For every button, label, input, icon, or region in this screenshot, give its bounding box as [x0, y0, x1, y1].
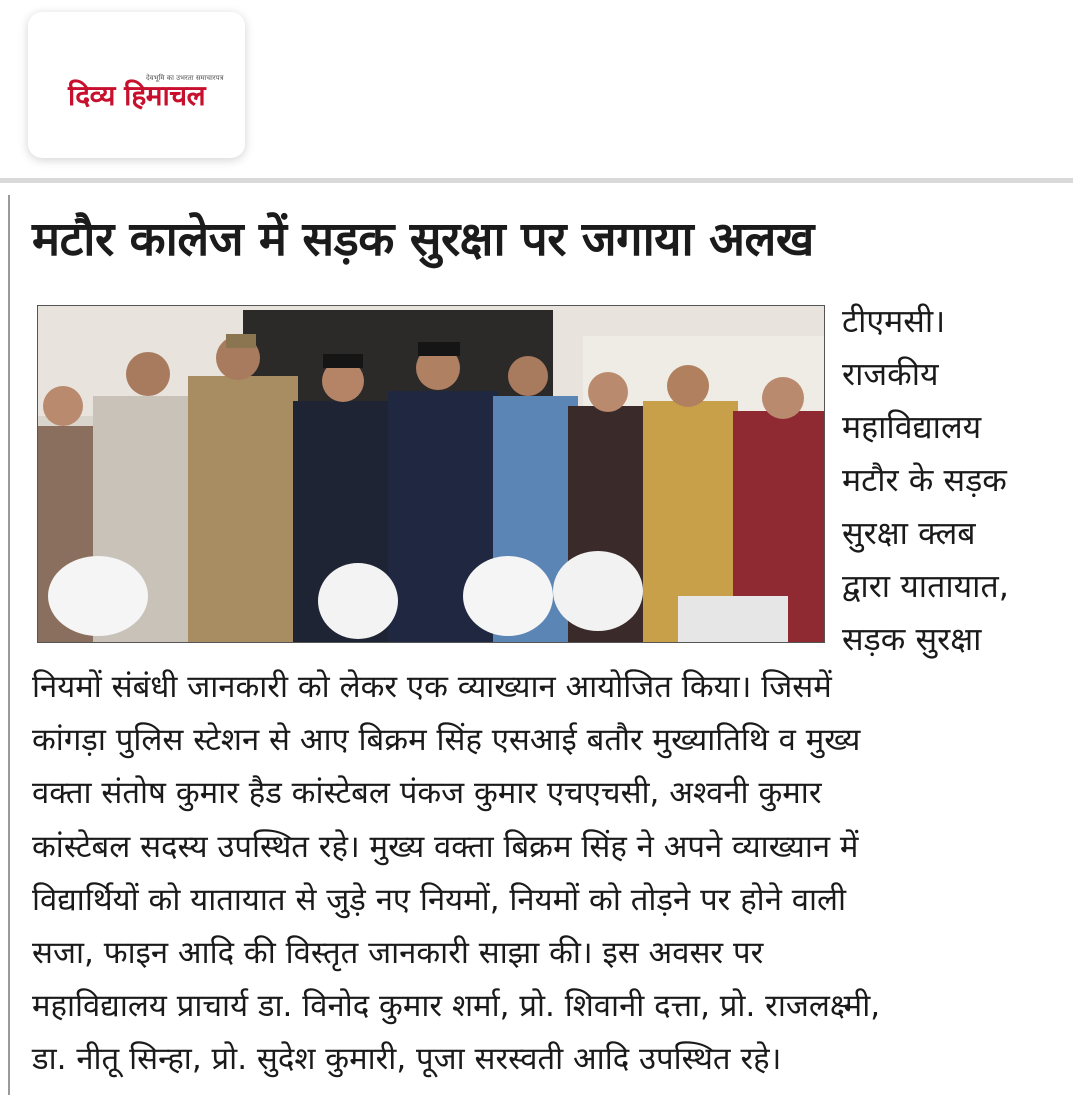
side-line: द्वारा यातायात, — [842, 567, 1009, 605]
body-line: कांगड़ा पुलिस स्टेशन से आए बिक्रम सिंह एसआई बतौर मुख्यातिथि व मुख्य — [32, 722, 861, 759]
body-line: नियमों संबंधी जानकारी को लेकर एक व्याख्यान आयोजित किया। जिसमें — [32, 669, 832, 705]
side-line: टीएमसी। — [842, 302, 946, 340]
publication-logo: दिव्य हिमाचल — [68, 79, 206, 112]
side-line: सड़क सुरक्षा — [842, 620, 982, 658]
newspaper-clipping — [0, 183, 1073, 1106]
logo-tagline: देवभूमि का उभरता समाचारपत्र — [146, 74, 224, 82]
article-headline: मटौर कालेज में सड़क सुरक्षा पर जगाया अलख — [32, 212, 814, 267]
clipping-edge — [8, 195, 10, 1095]
side-line: सुरक्षा क्लब — [842, 514, 976, 552]
publication-logo-card[interactable] — [28, 12, 245, 158]
group-photo-illustration — [38, 306, 824, 642]
article-photo — [37, 305, 825, 643]
body-line: विद्यार्थियों को यातायात से जुड़े नए नियमों, नियमों को तोड़ने पर होने वाली — [32, 881, 847, 918]
body-line: सजा, फाइन आदि की विस्तृत जानकारी साझा की। इस अवसर पर — [32, 935, 764, 972]
side-line: महाविद्यालय — [842, 408, 982, 446]
side-line: राजकीय — [842, 355, 939, 393]
body-line: वक्ता संतोष कुमार हैड कांस्टेबल पंकज कुमार एचएचसी, अश्वनी कुमार — [32, 775, 822, 812]
body-line: डा. नीतू सिन्हा, प्रो. सुदेश कुमारी, पूजा सरस्वती आदि उपस्थित रहे। — [32, 1041, 782, 1078]
side-line: मटौर के सड़क — [842, 461, 1007, 499]
body-line: महाविद्यालय प्राचार्य डा. विनोद कुमार शर्मा, प्रो. शिवानी दत्ता, प्रो. राजलक्ष्मी, — [32, 988, 881, 1025]
body-line: कांस्टेबल सदस्य उपस्थित रहे। मुख्य वक्ता बिक्रम सिंह ने अपने व्याख्यान में — [32, 828, 859, 865]
article-body — [32, 661, 1067, 1087]
side-column-text — [842, 295, 1067, 666]
app-header — [0, 0, 1073, 180]
